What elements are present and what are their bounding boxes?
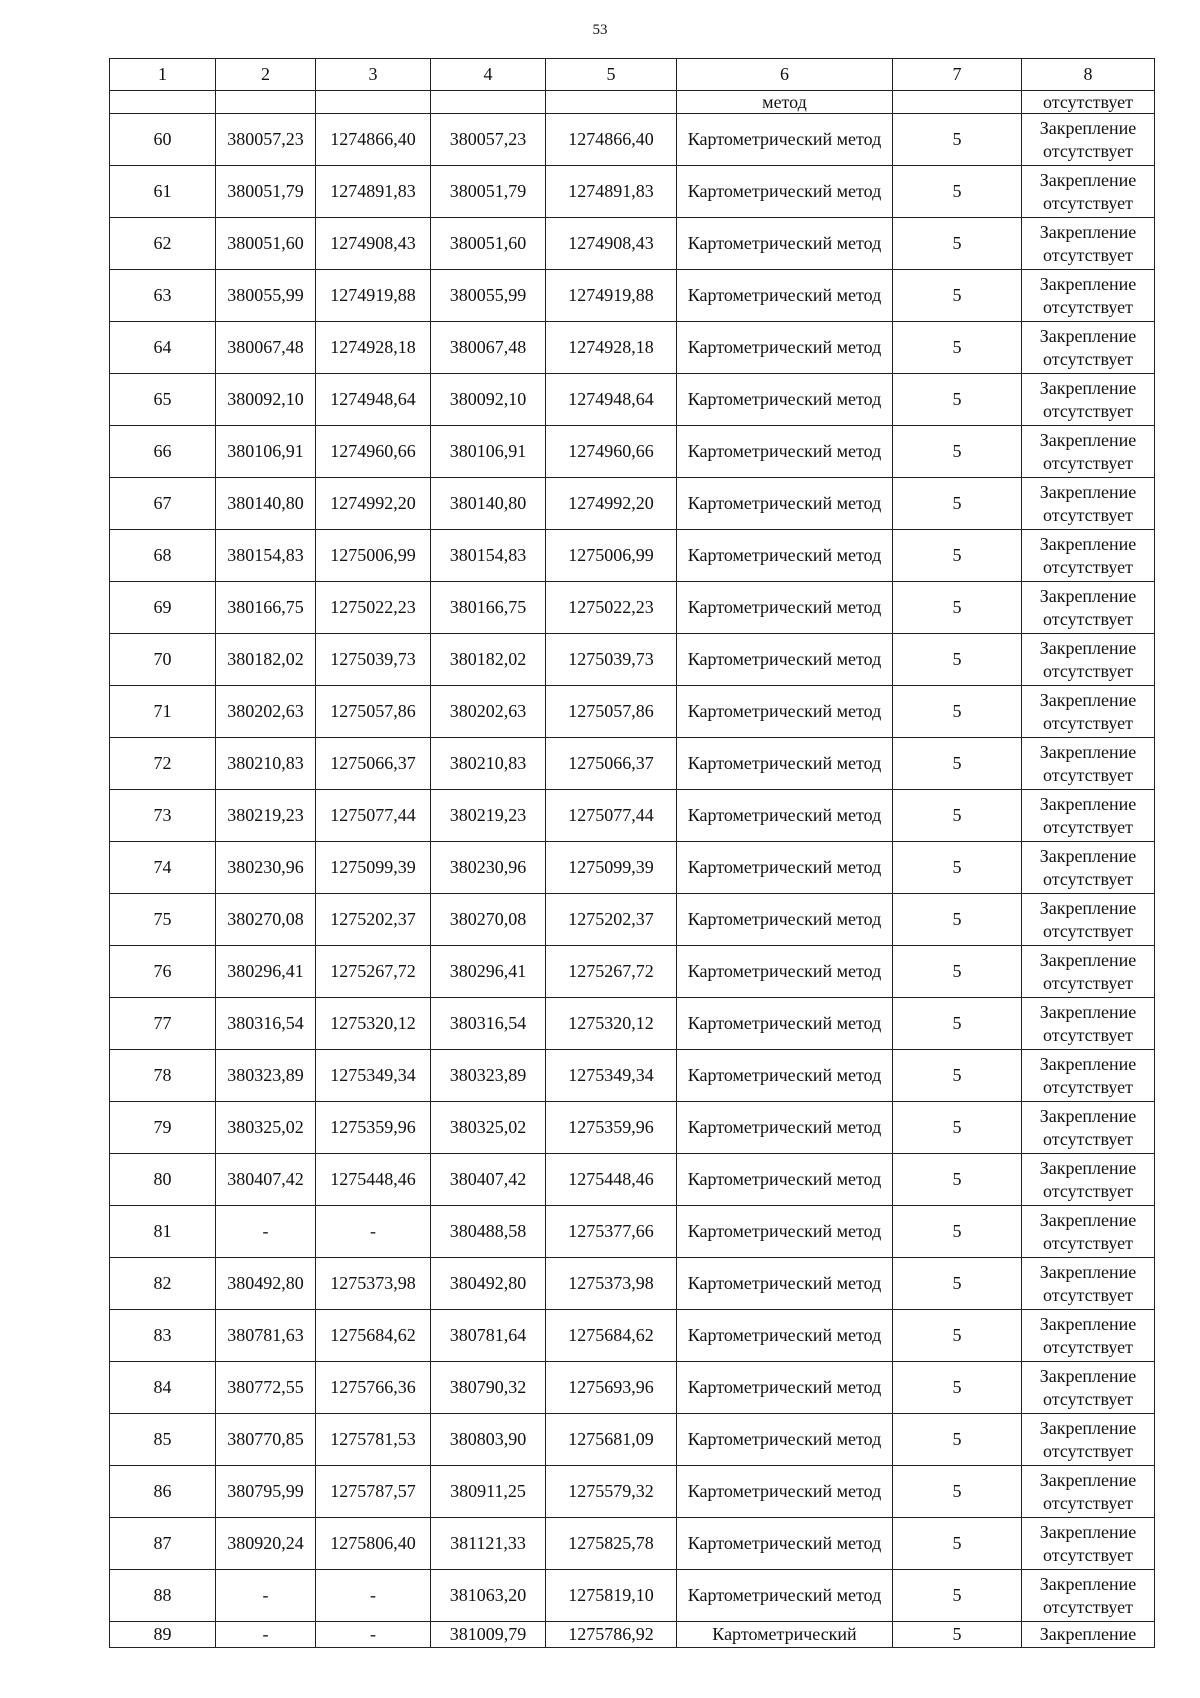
point-number-cell: 68 [110,530,216,582]
accuracy-cell: 5 [893,426,1022,478]
refined-y-cell: 1275448,46 [546,1154,677,1206]
point-number-cell: 67 [110,478,216,530]
refined-x-cell: 381009,79 [431,1622,546,1648]
refined-x-cell: 380270,08 [431,894,546,946]
refined-x-cell: 380781,64 [431,1310,546,1362]
method-cell: Картометрический метод [677,790,893,842]
table-row [110,634,1155,686]
point-number-cell: 65 [110,374,216,426]
existing-y-cell: 1275099,39 [316,842,431,894]
fixing-cell: Закрепление отсутствует [1022,1518,1155,1570]
accuracy-cell: 5 [893,582,1022,634]
refined-x-cell: 380154,83 [431,530,546,582]
method-cell: Картометрический метод [677,582,893,634]
existing-y-cell: 1275448,46 [316,1154,431,1206]
accuracy-cell: 5 [893,1154,1022,1206]
table-cell [546,91,677,114]
existing-y-cell: 1275359,96 [316,1102,431,1154]
fixing-cell: Закрепление отсутствует [1022,114,1155,166]
table-row [110,270,1155,322]
existing-x-cell: 380772,55 [216,1362,316,1414]
point-number-cell: 61 [110,166,216,218]
method-cell: Картометрический метод [677,374,893,426]
existing-x-cell: 380325,02 [216,1102,316,1154]
accuracy-cell: 5 [893,894,1022,946]
existing-x-cell: 380106,91 [216,426,316,478]
refined-x-cell: 380051,60 [431,218,546,270]
table-row [110,322,1155,374]
refined-y-cell: 1275359,96 [546,1102,677,1154]
fixing-cell: Закрепление отсутствует [1022,322,1155,374]
refined-y-cell: 1275684,62 [546,1310,677,1362]
column-header: 7 [893,59,1022,91]
refined-x-cell: 380323,89 [431,1050,546,1102]
method-cell: Картометрический метод [677,1102,893,1154]
fixing-cell: Закрепление отсутствует [1022,1258,1155,1310]
accuracy-cell: 5 [893,1414,1022,1466]
column-number-row [110,59,1155,91]
refined-y-cell: 1274960,66 [546,426,677,478]
table-row [110,166,1155,218]
table-row [110,582,1155,634]
column-header: 2 [216,59,316,91]
table-row [110,374,1155,426]
fixing-cell: Закрепление отсутствует [1022,1414,1155,1466]
refined-x-cell: 380488,58 [431,1206,546,1258]
column-header: 6 [677,59,893,91]
table-row [110,1570,1155,1622]
table-row [110,530,1155,582]
refined-x-cell: 381121,33 [431,1518,546,1570]
refined-y-cell: 1274866,40 [546,114,677,166]
accuracy-cell: 5 [893,1102,1022,1154]
method-cell: Картометрический метод [677,114,893,166]
existing-x-cell: 380316,54 [216,998,316,1050]
refined-y-cell: 1275099,39 [546,842,677,894]
existing-y-cell: - [316,1622,431,1648]
existing-x-cell: 380051,60 [216,218,316,270]
method-cell: Картометрический метод [677,1310,893,1362]
method-cell: Картометрический метод [677,1466,893,1518]
fixing-cell: Закрепление отсутствует [1022,1310,1155,1362]
refined-x-cell: 380140,80 [431,478,546,530]
method-cell: Картометрический метод [677,634,893,686]
point-number-cell: 64 [110,322,216,374]
accuracy-cell: 5 [893,478,1022,530]
column-header: 4 [431,59,546,91]
table-row [110,894,1155,946]
fixing-cell: Закрепление отсутствует [1022,426,1155,478]
refined-x-cell: 380492,80 [431,1258,546,1310]
existing-x-cell: 380182,02 [216,634,316,686]
existing-y-cell: 1275373,98 [316,1258,431,1310]
fixing-cell: Закрепление отсутствует [1022,738,1155,790]
refined-y-cell: 1275786,92 [546,1622,677,1648]
table-row [110,1154,1155,1206]
refined-y-cell: 1275022,23 [546,582,677,634]
accuracy-cell: 5 [893,738,1022,790]
column-header: 1 [110,59,216,91]
table-cell [431,91,546,114]
existing-x-cell: 380270,08 [216,894,316,946]
refined-y-cell: 1275349,34 [546,1050,677,1102]
method-cell: Картометрический метод [677,1206,893,1258]
existing-y-cell: 1275320,12 [316,998,431,1050]
existing-x-cell: 380154,83 [216,530,316,582]
refined-y-cell: 1275202,37 [546,894,677,946]
existing-x-cell: - [216,1206,316,1258]
fixing-cell: Закрепление отсутствует [1022,1206,1155,1258]
point-number-cell: 70 [110,634,216,686]
method-cell: Картометрический метод [677,1050,893,1102]
accuracy-cell: 5 [893,270,1022,322]
point-number-cell: 62 [110,218,216,270]
existing-x-cell: - [216,1570,316,1622]
fixing-cell: Закрепление отсутствует [1022,1102,1155,1154]
table-row [110,1258,1155,1310]
refined-y-cell: 1275373,98 [546,1258,677,1310]
accuracy-cell: 5 [893,114,1022,166]
refined-x-cell: 380325,02 [431,1102,546,1154]
existing-y-cell: 1274891,83 [316,166,431,218]
existing-x-cell: 380296,41 [216,946,316,998]
accuracy-cell: 5 [893,1466,1022,1518]
refined-x-cell: 380106,91 [431,426,546,478]
existing-y-cell: 1274866,40 [316,114,431,166]
table-row [110,1414,1155,1466]
existing-y-cell: 1275684,62 [316,1310,431,1362]
refined-y-cell: 1274992,20 [546,478,677,530]
method-cell: Картометрический метод [677,166,893,218]
existing-y-cell: 1275039,73 [316,634,431,686]
existing-y-cell: 1275057,86 [316,686,431,738]
fixing-cell: Закрепление отсутствует [1022,530,1155,582]
refined-y-cell: 1275579,32 [546,1466,677,1518]
existing-y-cell: 1275349,34 [316,1050,431,1102]
refined-y-cell: 1275077,44 [546,790,677,842]
method-cell: Картометрический [677,1622,893,1648]
fixing-cell: Закрепление отсутствует [1022,218,1155,270]
fixing-cell: Закрепление отсутствует [1022,686,1155,738]
refined-x-cell: 380055,99 [431,270,546,322]
method-cell: Картометрический метод [677,1258,893,1310]
existing-x-cell: 380219,23 [216,790,316,842]
table-row [110,738,1155,790]
point-number-cell: 63 [110,270,216,322]
existing-y-cell: 1275806,40 [316,1518,431,1570]
refined-y-cell: 1275267,72 [546,946,677,998]
point-number-cell: 60 [110,114,216,166]
method-cell: Картометрический метод [677,478,893,530]
fixing-cell: Закрепление отсутствует [1022,1466,1155,1518]
point-number-cell: 74 [110,842,216,894]
existing-y-cell: 1274919,88 [316,270,431,322]
fixing-cell: Закрепление отсутствует [1022,478,1155,530]
accuracy-cell: 5 [893,1206,1022,1258]
refined-y-cell: 1275819,10 [546,1570,677,1622]
method-cell: Картометрический метод [677,270,893,322]
refined-x-cell: 380067,48 [431,322,546,374]
existing-y-cell: - [316,1206,431,1258]
table-row [110,842,1155,894]
table-row [110,946,1155,998]
existing-y-cell: 1275202,37 [316,894,431,946]
table-row [110,426,1155,478]
existing-x-cell: 380323,89 [216,1050,316,1102]
method-cell: Картометрический метод [677,1518,893,1570]
fixing-cell: Закрепление отсутствует [1022,270,1155,322]
point-number-cell: 88 [110,1570,216,1622]
refined-x-cell: 380202,63 [431,686,546,738]
fixing-cell: Закрепление отсутствует [1022,1362,1155,1414]
existing-y-cell: 1274908,43 [316,218,431,270]
accuracy-cell: 5 [893,1518,1022,1570]
point-number-cell: 76 [110,946,216,998]
fixing-cell: Закрепление отсутствует [1022,166,1155,218]
existing-x-cell: 380770,85 [216,1414,316,1466]
fixing-cell: Закрепление отсутствует [1022,842,1155,894]
existing-x-cell: 380407,42 [216,1154,316,1206]
method-cell: Картометрический метод [677,530,893,582]
refined-x-cell: 380316,54 [431,998,546,1050]
method-cell: Картометрический метод [677,738,893,790]
point-number-cell: 73 [110,790,216,842]
refined-y-cell: 1275377,66 [546,1206,677,1258]
refined-x-cell: 380407,42 [431,1154,546,1206]
point-number-cell: 78 [110,1050,216,1102]
fixing-cell: отсутствует [1022,91,1155,114]
refined-y-cell: 1274908,43 [546,218,677,270]
existing-x-cell: 380057,23 [216,114,316,166]
fixing-cell: Закрепление отсутствует [1022,582,1155,634]
existing-x-cell: 380920,24 [216,1518,316,1570]
method-cell: Картометрический метод [677,322,893,374]
table-row [110,1102,1155,1154]
existing-y-cell: 1274948,64 [316,374,431,426]
existing-y-cell: 1275077,44 [316,790,431,842]
accuracy-cell: 5 [893,1362,1022,1414]
accuracy-cell: 5 [893,790,1022,842]
refined-y-cell: 1275057,86 [546,686,677,738]
refined-y-cell: 1275693,96 [546,1362,677,1414]
fixing-cell: Закрепление отсутствует [1022,1570,1155,1622]
table-row [110,686,1155,738]
refined-x-cell: 380182,02 [431,634,546,686]
point-number-cell: 82 [110,1258,216,1310]
continuation-row [110,91,1155,114]
method-cell: Картометрический метод [677,426,893,478]
refined-y-cell: 1275825,78 [546,1518,677,1570]
point-number-cell: 85 [110,1414,216,1466]
refined-x-cell: 380092,10 [431,374,546,426]
existing-x-cell: 380202,63 [216,686,316,738]
refined-y-cell: 1274928,18 [546,322,677,374]
existing-x-cell: 380781,63 [216,1310,316,1362]
existing-y-cell: 1274928,18 [316,322,431,374]
accuracy-cell: 5 [893,166,1022,218]
existing-x-cell: 380210,83 [216,738,316,790]
point-number-cell: 77 [110,998,216,1050]
method-cell: Картометрический метод [677,218,893,270]
accuracy-cell: 5 [893,218,1022,270]
point-number-cell: 83 [110,1310,216,1362]
point-number-cell: 79 [110,1102,216,1154]
refined-y-cell: 1274948,64 [546,374,677,426]
fixing-cell: Закрепление [1022,1622,1155,1648]
refined-x-cell: 380790,32 [431,1362,546,1414]
refined-x-cell: 381063,20 [431,1570,546,1622]
point-number-cell: 80 [110,1154,216,1206]
point-number-cell: 75 [110,894,216,946]
point-number-cell: 84 [110,1362,216,1414]
point-number-cell: 87 [110,1518,216,1570]
fixing-cell: Закрепление отсутствует [1022,1154,1155,1206]
fixing-cell: Закрепление отсутствует [1022,374,1155,426]
refined-x-cell: 380057,23 [431,114,546,166]
refined-y-cell: 1275320,12 [546,998,677,1050]
table-cell [110,91,216,114]
accuracy-cell: 5 [893,998,1022,1050]
method-cell: Картометрический метод [677,998,893,1050]
method-cell: Картометрический метод [677,1414,893,1466]
point-number-cell: 86 [110,1466,216,1518]
fixing-cell: Закрепление отсутствует [1022,894,1155,946]
existing-x-cell: 380492,80 [216,1258,316,1310]
existing-y-cell: 1275787,57 [316,1466,431,1518]
table-row [110,1206,1155,1258]
point-number-cell: 69 [110,582,216,634]
point-number-cell: 66 [110,426,216,478]
accuracy-cell: 5 [893,1258,1022,1310]
fixing-cell: Закрепление отсутствует [1022,634,1155,686]
existing-y-cell: 1275006,99 [316,530,431,582]
method-cell: Картометрический метод [677,842,893,894]
accuracy-cell: 5 [893,686,1022,738]
refined-y-cell: 1275039,73 [546,634,677,686]
table-row [110,218,1155,270]
existing-x-cell: 380795,99 [216,1466,316,1518]
refined-x-cell: 380166,75 [431,582,546,634]
accuracy-cell: 5 [893,374,1022,426]
method-cell: Картометрический метод [677,894,893,946]
table-cell [216,91,316,114]
refined-y-cell: 1275066,37 [546,738,677,790]
existing-x-cell: 380230,96 [216,842,316,894]
refined-x-cell: 380051,79 [431,166,546,218]
table-row [110,1362,1155,1414]
existing-x-cell: 380092,10 [216,374,316,426]
fixing-cell: Закрепление отсутствует [1022,790,1155,842]
accuracy-cell: 5 [893,1570,1022,1622]
accuracy-cell: 5 [893,946,1022,998]
accuracy-cell: 5 [893,530,1022,582]
table-row [110,1466,1155,1518]
accuracy-cell: 5 [893,842,1022,894]
existing-y-cell: 1274960,66 [316,426,431,478]
existing-x-cell: 380051,79 [216,166,316,218]
refined-x-cell: 380911,25 [431,1466,546,1518]
table-row [110,478,1155,530]
method-cell: Картометрический метод [677,946,893,998]
table-row [110,790,1155,842]
refined-y-cell: 1274919,88 [546,270,677,322]
table-row [110,998,1155,1050]
refined-y-cell: 1275681,09 [546,1414,677,1466]
method-cell: метод [677,91,893,114]
fixing-cell: Закрепление отсутствует [1022,998,1155,1050]
existing-x-cell: 380166,75 [216,582,316,634]
refined-y-cell: 1275006,99 [546,530,677,582]
existing-y-cell: 1274992,20 [316,478,431,530]
existing-x-cell: - [216,1622,316,1648]
existing-y-cell: 1275766,36 [316,1362,431,1414]
column-header: 8 [1022,59,1155,91]
accuracy-cell: 5 [893,322,1022,374]
column-header: 5 [546,59,677,91]
accuracy-cell: 5 [893,1050,1022,1102]
refined-y-cell: 1274891,83 [546,166,677,218]
column-header: 3 [316,59,431,91]
fixing-cell: Закрепление отсутствует [1022,946,1155,998]
refined-x-cell: 380803,90 [431,1414,546,1466]
page-number: 53 [592,22,608,38]
accuracy-cell: 5 [893,1622,1022,1648]
point-number-cell: 72 [110,738,216,790]
accuracy-cell: 5 [893,634,1022,686]
method-cell: Картометрический метод [677,1362,893,1414]
fixing-cell: Закрепление отсутствует [1022,1050,1155,1102]
method-cell: Картометрический метод [677,1154,893,1206]
point-number-cell: 71 [110,686,216,738]
table-row [110,114,1155,166]
table-row [110,1050,1155,1102]
existing-y-cell: - [316,1570,431,1622]
table-cell [893,91,1022,114]
existing-x-cell: 380067,48 [216,322,316,374]
existing-y-cell: 1275781,53 [316,1414,431,1466]
table-body [110,91,1155,1648]
point-number-cell: 81 [110,1206,216,1258]
coordinates-table [109,58,1155,1648]
table-row [110,1310,1155,1362]
refined-x-cell: 380210,83 [431,738,546,790]
refined-x-cell: 380219,23 [431,790,546,842]
table-row [110,1622,1155,1648]
accuracy-cell: 5 [893,1310,1022,1362]
existing-y-cell: 1275066,37 [316,738,431,790]
table-row [110,1518,1155,1570]
existing-y-cell: 1275022,23 [316,582,431,634]
existing-x-cell: 380140,80 [216,478,316,530]
refined-x-cell: 380230,96 [431,842,546,894]
method-cell: Картометрический метод [677,1570,893,1622]
refined-x-cell: 380296,41 [431,946,546,998]
point-number-cell: 89 [110,1622,216,1648]
table-cell [316,91,431,114]
existing-x-cell: 380055,99 [216,270,316,322]
existing-y-cell: 1275267,72 [316,946,431,998]
method-cell: Картометрический метод [677,686,893,738]
